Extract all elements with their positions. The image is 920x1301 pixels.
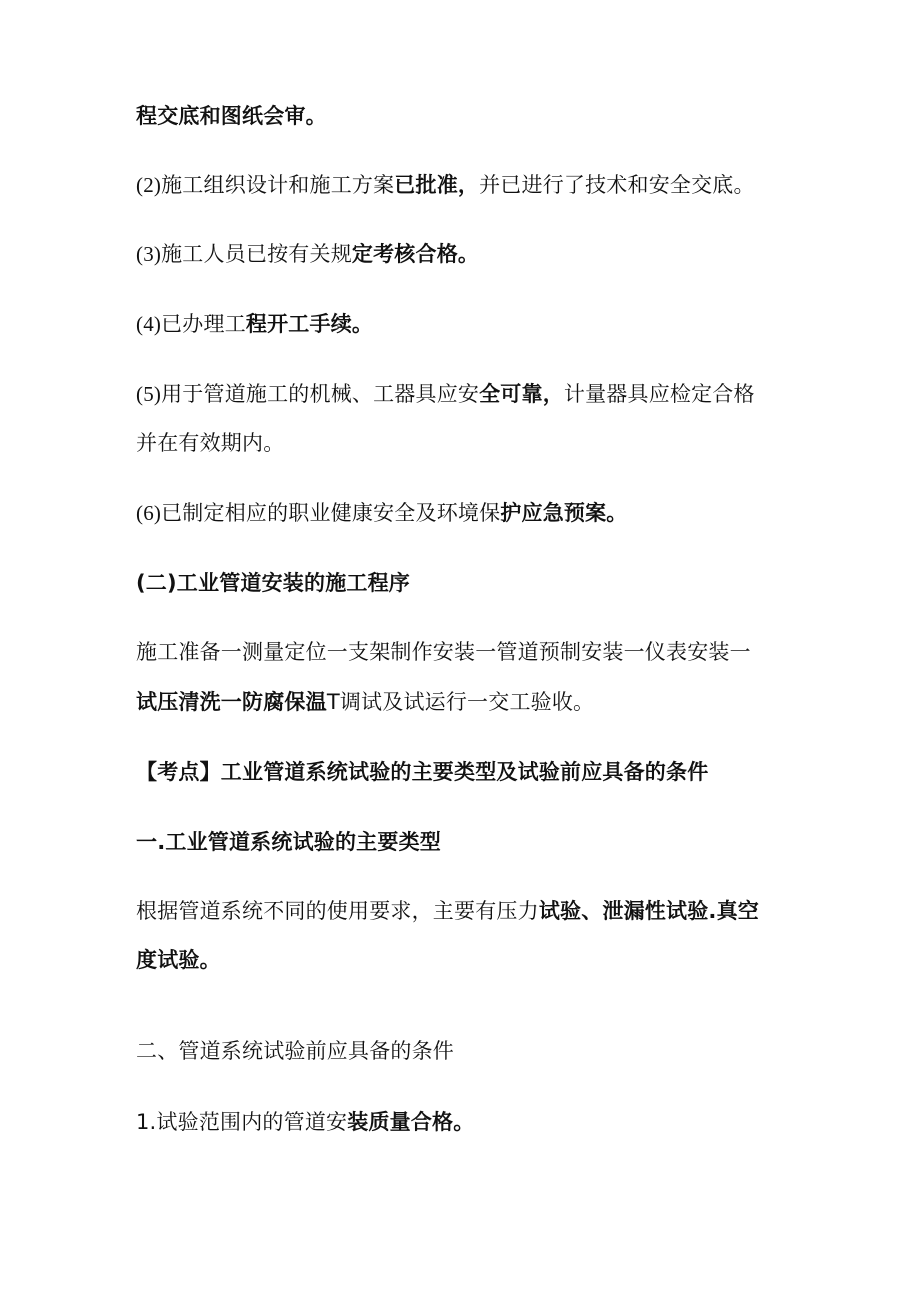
text-line xyxy=(136,102,327,130)
text-normal: 施工人员已按有关规 xyxy=(161,242,352,266)
section-heading xyxy=(136,1037,454,1065)
text-bold: 程开工手续。 xyxy=(245,312,374,336)
text-bold: (二)工业管道安装的施工程序 xyxy=(136,571,410,595)
text-bold: 全可靠， xyxy=(479,382,564,406)
text-line xyxy=(136,310,373,338)
text-normal: 用于管道施工的机械、工器具应安 xyxy=(161,382,480,406)
section-heading xyxy=(136,828,441,856)
text-line xyxy=(136,1108,474,1136)
text-bold: 度试验。 xyxy=(136,948,221,972)
text-normal: T调试及试运行一交工验收。 xyxy=(326,690,595,714)
text-bold: 装质量合格。 xyxy=(347,1110,475,1134)
text-normal: 计量器具应检定合格 xyxy=(563,382,755,406)
text-line xyxy=(136,897,759,925)
text-bold: 【考点】工业管道系统试验的主要类型及试验前应具备的条件 xyxy=(136,760,709,784)
item-number: (4) xyxy=(136,312,162,336)
section-heading xyxy=(136,758,708,786)
text-normal: 1.试验范围内的管道安 xyxy=(136,1110,348,1134)
text-line xyxy=(136,499,628,527)
item-number: (6) xyxy=(136,501,162,525)
text-bold: 试压清洗一防腐保温 xyxy=(136,690,327,714)
text-bold: 程交底和图纸会审。 xyxy=(136,104,327,128)
item-number: (5) xyxy=(136,382,162,406)
text-line xyxy=(136,638,751,666)
item-number: (2) xyxy=(136,173,162,197)
text-normal: 施工准备一测量定位一支架制作安装一管道预制安装一仪表安装一 xyxy=(136,640,751,664)
text-normal: 二、管道系统试验前应具备的条件 xyxy=(136,1039,454,1063)
text-normal: 并已进行了技术和安全交底。 xyxy=(479,173,755,197)
text-bold: 试验、泄漏性试验.真空 xyxy=(538,899,759,923)
text-line xyxy=(136,946,221,974)
text-bold: 一.工业管道系统试验的主要类型 xyxy=(136,830,441,854)
item-number: (3) xyxy=(136,242,162,266)
text-normal: 已办理工 xyxy=(161,312,246,336)
text-line xyxy=(136,240,479,268)
text-line xyxy=(136,171,755,199)
text-line xyxy=(136,380,755,408)
text-normal: 并在有效期内。 xyxy=(136,431,285,455)
text-line xyxy=(136,688,594,716)
text-normal: 已制定相应的职业健康安全及环境保 xyxy=(161,501,501,525)
section-heading xyxy=(136,569,410,597)
text-bold: 护应急预案。 xyxy=(500,501,628,525)
text-normal: 施工组织设计和施工方案 xyxy=(161,173,395,197)
text-line xyxy=(136,429,284,457)
text-bold: 已批准， xyxy=(394,173,480,197)
text-normal: 根据管道系统不同的使用要求，主要有压力 xyxy=(136,899,539,923)
text-bold: 定考核合格。 xyxy=(351,242,480,266)
